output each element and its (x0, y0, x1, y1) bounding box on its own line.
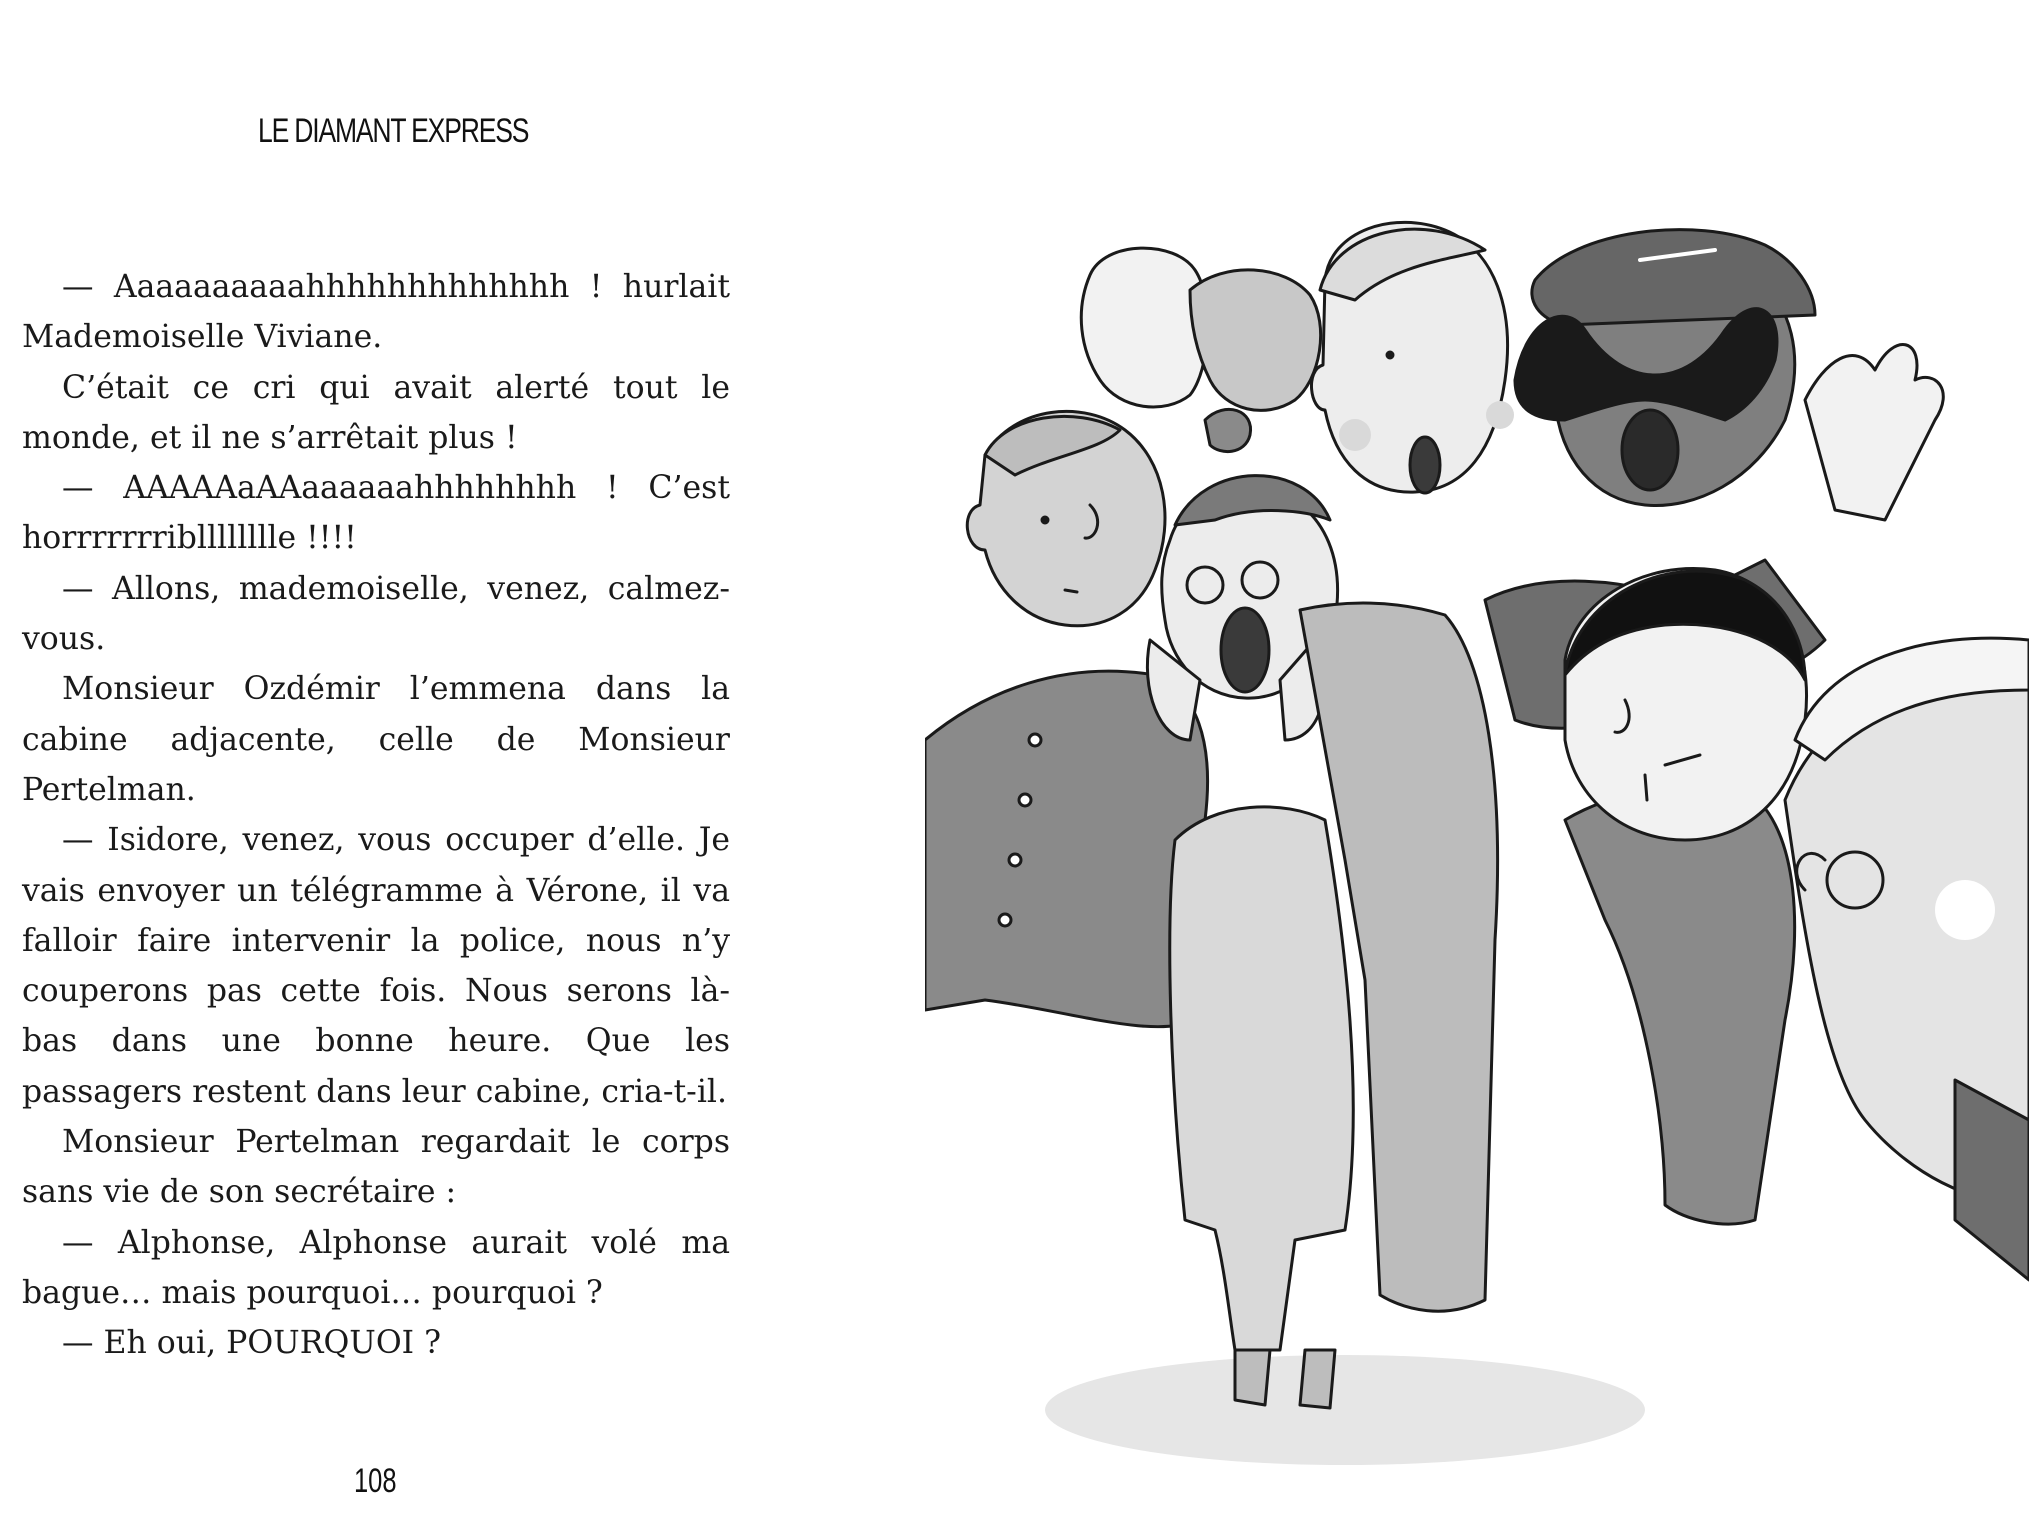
paragraph: — Alphonse, Alphonse aurait volé ma bague… mais pourquoi… pourquoi ? (22, 1224, 730, 1311)
illustration-drawing (925, 220, 2029, 1518)
paragraph: — Aaaaaaaaaahhhhhhhhhhhhh ! hurlait Mademoiselle Viviane. (22, 269, 730, 356)
floor-shadow (1045, 1355, 1645, 1465)
woman-dress (1170, 807, 1353, 1350)
left-page (0, 0, 900, 1518)
paragraph: Monsieur Pertelman regardait le corps sans vie de son secrétaire : (22, 1124, 730, 1211)
crowd-illustration (925, 220, 2029, 1518)
running-head: LE DIAMANT EXPRESS (258, 112, 529, 150)
paragraph: Monsieur Ozdémir l’emmena dans la cabine adjacente, celle de Monsieur Pertelman. (22, 671, 730, 808)
woman-bun (1205, 409, 1251, 451)
man-back-1-head (1081, 248, 1207, 407)
conductor-cap (1532, 230, 1815, 325)
paragraph: — Eh oui, POURQUOI ? (62, 1325, 441, 1362)
man-back-2-head (1190, 270, 1321, 411)
body-text (22, 262, 730, 1369)
man-center-mouth (1410, 437, 1440, 493)
paragraph: — Allons, mademoiselle, venez, calmez-vous. (22, 570, 730, 658)
paragraph: — Isidore, venez, vous occuper d’elle. Je vais envoyer un télégramme à Vérone, il va falloir faire intervenir la police, nous n’y couperons pas cette fois. Nous serons là-bas dans une bonne heure. Que les passagers restent dans leur cabine, cria-t-il. (22, 822, 730, 1110)
conductor-mouth (1622, 410, 1678, 490)
paragraph: C’était ce cri qui avait alerté tout le monde, et il ne s’arrêtait plus ! (22, 369, 730, 456)
woman-mouth (1221, 608, 1269, 692)
man-right-body (1565, 786, 1795, 1224)
conductor-hand (1805, 345, 1943, 520)
paragraph: — AAAAAaAAaaaaaahhhhhhhh ! C’est horrrrrrriblllllllle !!!! (22, 470, 730, 557)
page-number: 108 (354, 1462, 397, 1500)
